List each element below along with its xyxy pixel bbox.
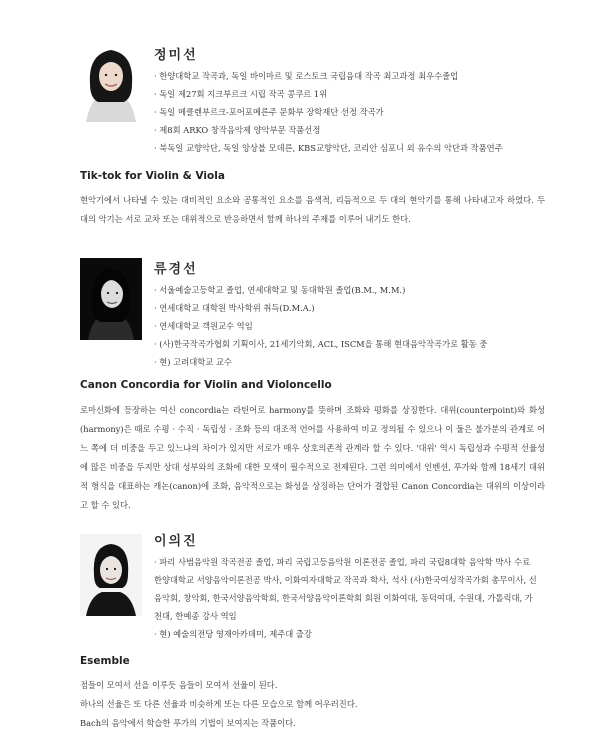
composer-photo-1 xyxy=(80,44,142,122)
work-description-line: Bach의 음악에서 학습한 푸가의 기법이 보여지는 작품이다. xyxy=(80,718,296,728)
composer-name: 이의진 xyxy=(154,534,198,549)
work-title: Esemble xyxy=(80,655,130,667)
work-description: 로마신화에 등장하는 여신 concordia는 라틴어로 harmony를 뜻하며 조화와 평화를 상징한다. 대위(counterpoint)와 화성(harmony)은 때로 수평 · 수직 · 독립성 · 조화 등의 대조적 언어를 사용하여 비교 정의될 수 있으나 이 둘은 불가분의 관계로 어느 쪽에 더 비중을 두고 있느냐의 차이가 있지만 서로가 매우 상호의존적 관계라 할 수 있다. '대위' 역시 독립성과 수평적 선율성에 많은 비중을 두지만 상대 성부와의 조화에 대한 모색이 필수적으로 전제된다. 그런 의미에서 인벤션, 푸가와 함께 18세기 대위적 형식을 대표하는 캐논(canon)에 조화, 음악적으로는 화성을 상징하는 단어가 결합된 Canon Concordia는 대위의 이상이라고 할 수 있다. xyxy=(80,405,545,510)
composer-photo-3 xyxy=(80,534,142,616)
work-description-line: 하나의 선율은 또 다른 선율과 비슷하게 또는 다른 모습으로 함께 어우러진다. xyxy=(80,699,358,709)
composer-name: 류경선 xyxy=(154,262,198,277)
composer-profile-list xyxy=(154,281,487,371)
work-description: 현악기에서 나타낼 수 있는 대비적인 요소와 공통적인 요소를 음색적, 리듬적으로 두 대의 현악기를 통해 나타내고자 하였다. 두 대의 악기는 서로 교차 또는 대위적으로 반응하면서 함께 하나의 주제를 이루어 내기도 한다. xyxy=(80,195,545,224)
profile-item: · 파리 사범음악원 작곡전공 졸업, 파리 국립고등음악원 이론전공 졸업, 파리 국립8대학 음악학 박사 수료 한양대학교 서양음악이론전공 박사, 이화여자대학교 작곡과 학사, 석사 (사)한국여성작곡가회 총무이사, 신음악회, 창악회, 한국서양음악학회, 한국서양음악이론학회 회원 이화여대, 동덕여대, 수원대, 가톨릭대, 가천대, 한예종 강사 역임 xyxy=(154,557,537,621)
composer-profile-list xyxy=(154,67,503,157)
profile-item: · 북독일 교향악단, 독일 앙상블 모데른, KBS교향악단, 코리안 심포니 외 유수의 악단과 작품연주 xyxy=(154,143,503,153)
composer-bio-3 xyxy=(80,530,560,650)
profile-item: · 제8회 ARKO 창작음악제 양악부문 작품선정 xyxy=(154,125,321,135)
work-title: Tik-tok for Violin & Viola xyxy=(80,170,225,182)
profile-item: · 독일 제27회 지크부르크 시립 작곡 콩쿠르 1위 xyxy=(154,89,328,99)
profile-item: · 한양대학교 작곡과, 독일 바이마르 및 로스토크 국립음대 작곡 최고과정 최우수졸업 xyxy=(154,71,459,81)
composer-name: 정미선 xyxy=(154,48,198,63)
portrait-image xyxy=(80,44,142,122)
profile-item: · 독일 메클렌부르크-포어포메른주 문화부 장학재단 선정 작곡가 xyxy=(154,107,384,117)
composer-photo-2 xyxy=(80,258,142,340)
portrait-image xyxy=(80,258,142,340)
composer-profile-list xyxy=(154,553,539,643)
profile-item: · 현) 고려대학교 교수 xyxy=(154,357,232,367)
work-title: Canon Concordia for Violin and Violoncello xyxy=(80,379,332,391)
profile-item: · 연세대학교 대학원 박사학위 취득(D.M.A.) xyxy=(154,303,315,313)
profile-item: · 서울예술고등학교 졸업, 연세대학교 및 동대학원 졸업(B.M., M.M.) xyxy=(154,285,406,295)
profile-item: · 현) 예술의전당 영재아카데미, 제주대 출강 xyxy=(154,629,312,639)
profile-item: · (사)한국작곡가협회 기획이사, 21세기악회, ACL, ISCM을 통해 현대음악작곡가로 활동 중 xyxy=(154,339,488,349)
work-description xyxy=(80,676,545,733)
profile-item: · 연세대학교 객원교수 역임 xyxy=(154,321,253,331)
composer-bio-1 xyxy=(80,44,560,156)
composer-bio-2 xyxy=(80,258,560,368)
work-description-line: 점들이 모여서 선을 이루듯 음들이 모여서 선율이 된다. xyxy=(80,680,278,690)
portrait-image xyxy=(80,534,142,616)
